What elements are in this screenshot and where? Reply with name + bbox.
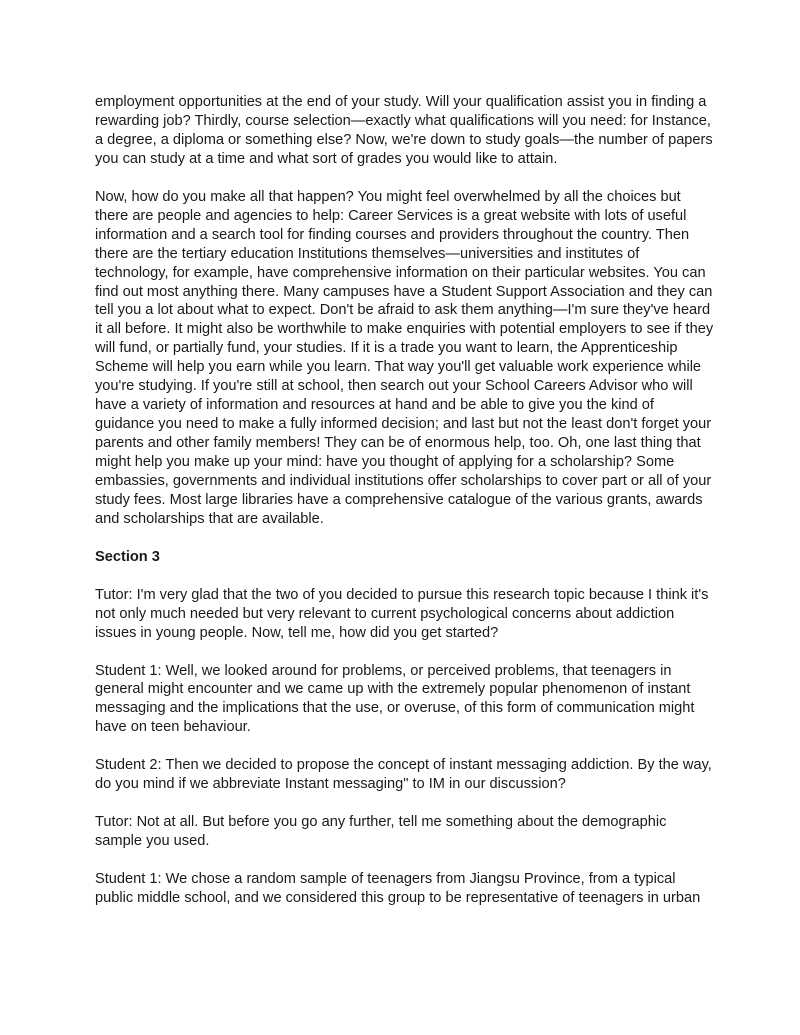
text-line: and scholarships that are available. [95, 510, 324, 527]
text-line: Now, how do you make all that happen? You might feel overwhelmed by all the choices but [95, 188, 681, 205]
text-line: Tutor: Not at all. But before you go any further, tell me something about the demographic [95, 814, 667, 831]
text-line: public middle school, and we considered this group to be representative of teenagers in urban [95, 889, 701, 906]
text-line: sample you used. [95, 833, 210, 850]
text-line: have a variety of information and resources at hand and be able to give you the kind of [95, 397, 654, 414]
text-line: employment opportunities at the end of your study. Will your qualification assist you in finding a [95, 94, 707, 110]
text-line: messaging and the implications that the use, or overuse, of this form of communication might [95, 700, 695, 717]
text-line: general might encounter and we came up with the extremely popular phenomenon of instant [95, 681, 691, 698]
text-line: might help you make up your mind: have you thought of applying for a scholarship? Some [95, 454, 675, 471]
dialogue-tutor-demographic [95, 813, 707, 851]
text-line: not only much needed but very relevant to current psychological concerns about addiction [95, 605, 675, 622]
document-page [95, 93, 714, 927]
dialogue-student1-sample [95, 870, 707, 908]
text-line: guidance you need to make a fully informed decision; and last but not the least don't forget your [95, 416, 712, 433]
text-line: rewarding job? Thirdly, course selection—exactly what qualifications will you need: for Instance, [95, 112, 711, 129]
text-line: a degree, a diploma or something else? Now, we're down to study goals—the number of papers [95, 131, 713, 148]
text-line: Tutor: I'm very glad that the two of you decided to pursue this research topic because I think it's [95, 586, 709, 603]
dialogue-student2 [95, 756, 712, 794]
text-line: find out most anything there. Many campuses have a Student Support Association and they can [95, 283, 713, 300]
text-line: parents and other family members! They can be of enormous help, too. Oh, one last thing that [95, 435, 701, 452]
paragraph-career-goals [95, 93, 713, 169]
text-line: you're studying. If you're still at school, then search out your School Careers Advisor who will [95, 378, 693, 395]
text-line: Student 1: We chose a random sample of teenagers from Jiangsu Province, from a typical [95, 870, 676, 887]
text-line: Student 1: Well, we looked around for problems, or perceived problems, that teenagers in [95, 662, 672, 679]
text-line: tell you a lot about what to expect. Don't be afraid to ask them anything—I'm sure they've heard [95, 302, 711, 319]
text-line: embassies, governments and individual institutions offer scholarships to cover part or all of your [95, 473, 712, 490]
text-line: Scheme will help you earn while you learn. That way you'll get valuable work experience while [95, 359, 702, 376]
text-line: do you mind if we abbreviate Instant messaging" to IM in our discussion? [95, 776, 566, 793]
dialogue-tutor-intro [95, 586, 707, 643]
text-line: information and a search tool for finding courses and providers throughout the country. Then [95, 226, 690, 243]
text-line: you can study at a time and what sort of grades you would like to attain. [95, 150, 558, 167]
text-line: issues in young people. Now, tell me, how did you get started? [95, 624, 499, 641]
text-line: Student 2: Then we decided to propose the concept of instant messaging addiction. By the way, [95, 757, 712, 774]
dialogue-student1-start [95, 662, 707, 738]
paragraph-resources [95, 188, 714, 529]
text-line: there are the tertiary education Institutions themselves—universities and institutes of [95, 245, 640, 262]
text-line: will fund, or partially fund, your studies. If it is a trade you want to learn, the Apprenticeship [95, 340, 678, 357]
text-line: technology, for example, have comprehensive information on their particular websites. You can [95, 264, 706, 281]
section-heading: Section 3 [95, 548, 160, 565]
text-line: it all before. It might also be worthwhile to make enquiries with potential employers to see if they [95, 321, 714, 338]
text-line: have on teen behaviour. [95, 719, 251, 736]
text-line: study fees. Most large libraries have a comprehensive catalogue of the various grants, awards [95, 492, 703, 508]
text-line: there are people and agencies to help: Career Services is a great website with lots of useful [95, 207, 687, 224]
